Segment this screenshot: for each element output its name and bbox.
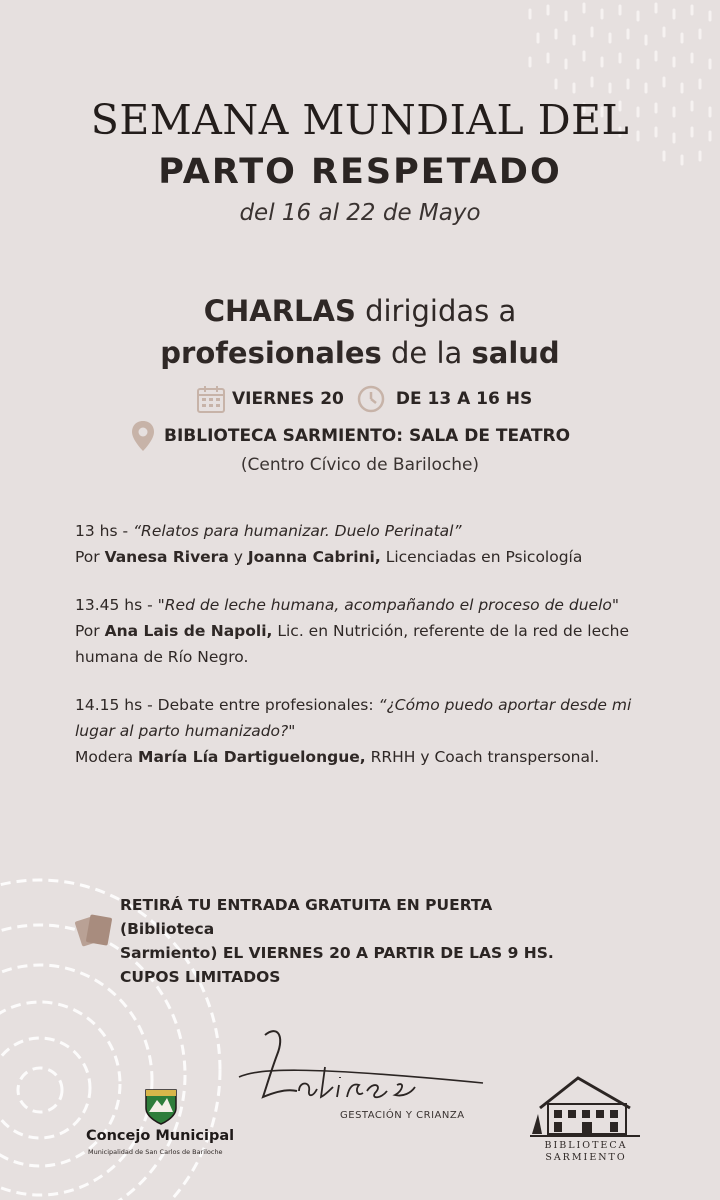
concejo-subtitle: Municipalidad de San Carlos de Bariloche [88,1148,223,1156]
library-building-icon [530,1074,640,1138]
talks-heading-salud: salud [471,336,560,370]
talks-heading-line2 [0,332,720,374]
program-time: 14.15 hs [75,696,143,714]
talks-day: VIERNES 20 [232,389,344,409]
program-role: RRHH y Coach transpersonal. [365,748,600,766]
program-role: Lic. en Nutrición, referente de la red de leche humana de Río Negro. [75,622,630,666]
latires-subtitle: GESTACIÓN Y CRIANZA [340,1110,465,1121]
program-by: Modera [75,748,139,766]
program-separator: - Debate entre profesionales: [142,696,379,714]
page-title-line1: SEMANA MUNDIAL DEL [90,96,630,144]
program-item [75,692,675,770]
library-name-line1: BIBLIOTECA [544,1140,628,1151]
talks-place: BIBLIOTECA SARMIENTO: SALA DE TEATRO [164,426,571,446]
ticket-line: Sarmiento) EL VIERNES 20 A PARTIR DE LAS 9 HS. [120,944,554,962]
ticket-line: CUPOS LIMITADOS [120,968,281,986]
program-by: Por [75,548,105,566]
talks-heading-de-la: de la [391,336,463,370]
page-title-line2: PARTO RESPETADO [158,152,562,192]
concejo-name: Concejo Municipal [86,1128,235,1144]
program-time: 13 hs [75,522,118,540]
program-title: "Red de leche humana, acompañando el proceso de duelo" [157,596,619,614]
program-and: y [228,548,248,566]
program-by: Por [75,622,105,640]
talks-heading [0,290,720,374]
talks-heading-profesionales: profesionales [160,336,382,370]
program-item [75,518,675,570]
talks-location-row [130,420,570,452]
library-name [526,1140,646,1164]
talks-schedule-row [196,384,532,414]
program-item [75,592,675,670]
talks-heading-line1 [0,290,720,332]
talks-heading-charlas: CHARLAS [203,294,356,328]
ticket-info [120,893,590,989]
latires-logo [237,1025,487,1115]
program-speaker: Joanna Cabrini, [247,548,381,566]
program-title: “¿Cómo puedo aportar desde mi lugar al parto humanizado?" [75,696,632,740]
program-speaker: Ana Lais de Napoli, [104,622,273,640]
location-pin-icon [130,420,156,452]
program-list [75,518,675,792]
program-speaker: María Lía Dartiguelongue, [138,748,366,766]
calendar-icon [196,384,226,414]
ticket-line: RETIRÁ TU ENTRADA GRATUITA EN PUERTA (Biblioteca [120,896,493,938]
program-role: Licenciadas en Psicología [380,548,583,566]
program-speaker: Vanesa Rivera [104,548,229,566]
clock-icon [356,384,386,414]
tickets-icon [74,910,116,950]
library-name-line2: SARMIENTO [545,1152,627,1163]
talks-heading-rest: dirigidas a [365,294,517,328]
program-time: 13.45 hs [75,596,143,614]
program-separator: - [142,596,158,614]
program-title: “Relatos para humanizar. Duelo Perinatal” [133,522,462,540]
municipal-shield-icon [143,1086,179,1126]
event-dates: del 16 al 22 de Mayo [239,200,481,226]
talks-time: DE 13 A 16 HS [395,389,533,409]
decorative-dots-pattern [520,0,720,175]
talks-place-detail: (Centro Cívico de Bariloche) [240,455,480,475]
program-separator: - [117,522,134,540]
